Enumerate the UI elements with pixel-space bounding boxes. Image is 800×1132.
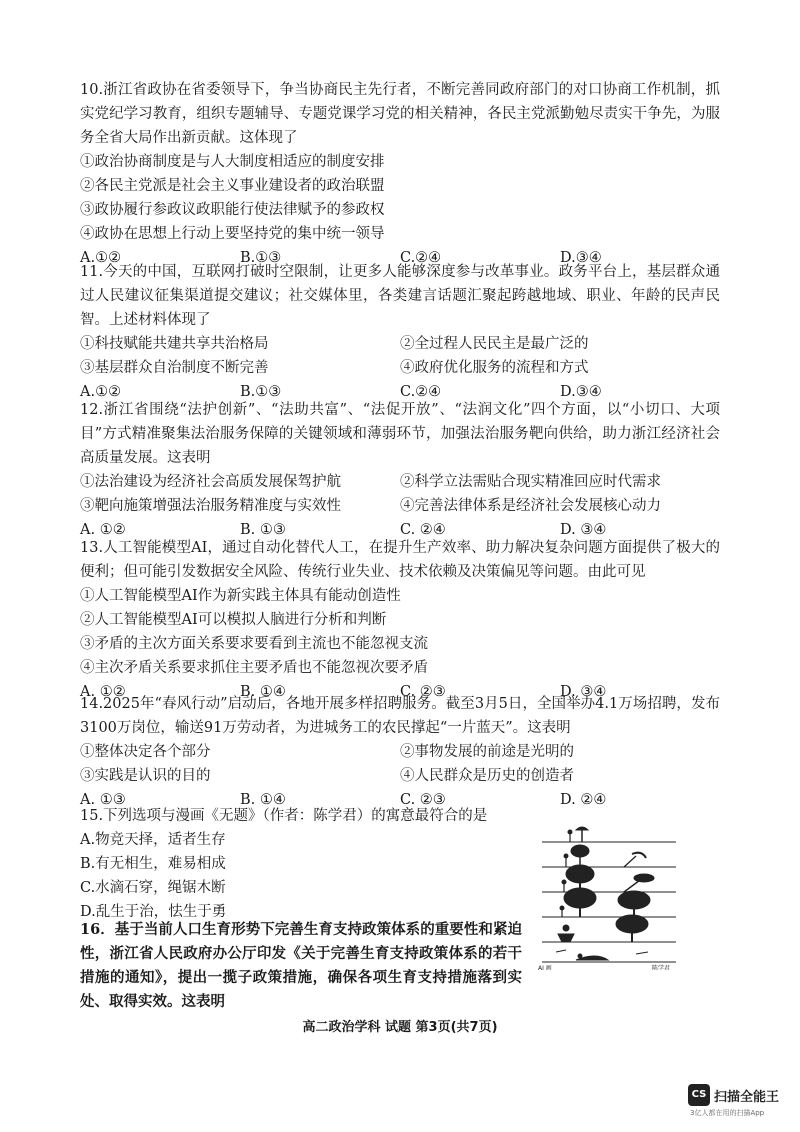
option-a: A.物竞天择，适者生存 — [80, 832, 226, 848]
choice-d: D. ②④ — [560, 792, 607, 808]
cartoon-drawing — [536, 820, 688, 970]
option-2: ②全过程人民民主是最广泛的 — [400, 336, 589, 352]
choice-b: B.①③ — [240, 250, 282, 266]
cartoon-caption-right: 陈学君 — [652, 965, 671, 970]
option-1: ①法治建设为经济社会高质发展保驾护航 — [80, 474, 341, 490]
option-4: ④主次矛盾关系要求抓住主要矛盾也不能忽视次要矛盾 — [80, 660, 428, 676]
question-16 — [80, 918, 522, 1014]
question-stem: 12.浙江省围绕“法护创新”、“法助共富”、“法促开放”、“法润文化”四个方面，以“小切口、大项目”方式精准聚集法治服务保障的关键领域和薄弱环节，加强法治服务靶向供给，助力浙江经济社会高质量发展。这表明 — [80, 402, 720, 466]
option-row — [80, 356, 720, 380]
option-2: ②事物发展的前途是光明的 — [400, 744, 574, 760]
choice-d: D. ③④ — [560, 522, 607, 538]
option-3: ③实践是认识的目的 — [80, 768, 211, 784]
choice-a: A.①② — [80, 250, 122, 266]
choice-d: D.③④ — [560, 384, 602, 400]
option-4: ④政府优化服务的流程和方式 — [400, 360, 589, 376]
question-stem: 15.下列选项与漫画《无题》（作者：陈学君）的寓意最符合的是 — [80, 808, 488, 824]
scanner-logo-icon: CS — [688, 1084, 710, 1106]
choice-c: C.②④ — [400, 250, 442, 266]
choice-b: B. ①④ — [240, 684, 286, 700]
question-14 — [80, 692, 720, 812]
choice-b: B.①③ — [240, 384, 282, 400]
choice-d: D.③④ — [560, 250, 602, 266]
choice-c: C. ②③ — [400, 792, 446, 808]
question-15 — [80, 804, 520, 924]
option-3: ③靶向施策增强法治服务精准度与实效性 — [80, 498, 341, 514]
option-row — [80, 332, 720, 356]
question-stem: 11.今天的中国，互联网打破时空限制，让更多人能够深度参与改革事业。政务平台上，基层群众通过人民建议征集渠道提交建议；社交媒体里，各类建言话题汇聚起跨越地域、职业、年龄的民声民智。上述材料体现了 — [80, 264, 720, 328]
scanner-app-name: 扫描全能王 — [714, 1090, 780, 1105]
option-4: ④政协在思想上行动上要坚持党的集中统一领导 — [80, 226, 385, 242]
option-3: ③基层群众自治制度不断完善 — [80, 360, 269, 376]
option-1: ①人工智能模型AI作为新实践主体具有能动创造性 — [80, 588, 401, 604]
question-13 — [80, 536, 720, 704]
option-3: ③矛盾的主次方面关系要求要看到主流也不能忽视支流 — [80, 636, 428, 652]
scanner-watermark — [688, 1082, 798, 1122]
choice-d: D. ③④ — [560, 684, 607, 700]
scanner-tagline: 3亿人都在用的扫描App — [690, 1109, 765, 1117]
choice-c: C. ②③ — [400, 684, 446, 700]
option-2: ②科学立法需贴合现实精准回应时代需求 — [400, 474, 661, 490]
choice-a: A. ①② — [80, 522, 126, 538]
option-c: C.水滴石穿，绳锯木断 — [80, 880, 226, 896]
choice-c: C. ②④ — [400, 522, 446, 538]
option-2: ②人工智能模型AI可以模拟人脑进行分析和判断 — [80, 612, 387, 628]
option-row — [80, 494, 720, 518]
option-3: ③政协履行参政议政职能行使法律赋予的参政权 — [80, 202, 385, 218]
choice-a: A. ①③ — [80, 792, 126, 808]
choice-b: B. ①④ — [240, 792, 286, 808]
question-stem: 13.人工智能模型AI，通过自动化替代人工，在提升生产效率、助力解决复杂问题方面提供了极大的便利；但可能引发数据安全风险、传统行业失业、技术依赖及决策偏见等问题。由此可见 — [80, 540, 720, 580]
option-row — [80, 470, 720, 494]
option-row — [80, 764, 720, 788]
question-12 — [80, 398, 720, 542]
option-2: ②各民主党派是社会主义事业建设者的政治联盟 — [80, 178, 385, 194]
option-1: ①科技赋能共建共享共治格局 — [80, 336, 269, 352]
question-stem: 14.2025年“春风行动”启动后，各地开展多样招聘服务。截至3月5日，全国举办4.1万场招聘，发布3100万岗位，输送91万劳动者，为进城务工的农民撑起“一片蓝天”。这表明 — [80, 696, 720, 736]
page-footer: 高二政治学科 试题 第3页(共7页) — [302, 1020, 498, 1035]
option-4: ④完善法律体系是经济社会发展核心动力 — [400, 498, 661, 514]
cartoon-caption-left: AI 画 — [538, 965, 552, 970]
question-10 — [80, 78, 720, 270]
choice-b: B. ①③ — [240, 522, 286, 538]
choice-a: A.①② — [80, 384, 122, 400]
question-11 — [80, 260, 720, 404]
question-stem: 16．基于当前人口生育形势下完善生育支持政策体系的重要性和紧迫性，浙江省人民政府办公厅印发《关于完善生育支持政策体系的若干措施的通知》，提出一揽子政策措施，确保各项生育支持措施落到实处、取得实效。这表明 — [80, 921, 522, 1010]
option-4: ④人民群众是历史的创造者 — [400, 768, 574, 784]
choice-a: A. ①② — [80, 684, 126, 700]
option-1: ①政治协商制度是与人大制度相适应的制度安排 — [80, 154, 385, 170]
cartoon-untitled — [536, 820, 688, 970]
option-1: ①整体决定各个部分 — [80, 744, 211, 760]
option-row — [80, 740, 720, 764]
choice-c: C.②④ — [400, 384, 442, 400]
option-d: D.乱生于治，怯生于勇 — [80, 904, 227, 920]
question-stem: 10.浙江省政协在省委领导下，争当协商民主先行者，不断完善同政府部门的对口协商工作机制，抓实党纪学习教育，组织专题辅导、专题党课学习党的相关精神，各民主党派勤勉尽责实干争先，为服务全省大局作出新贡献。这体现了 — [80, 82, 720, 146]
option-b: B.有无相生，难易相成 — [80, 856, 226, 872]
